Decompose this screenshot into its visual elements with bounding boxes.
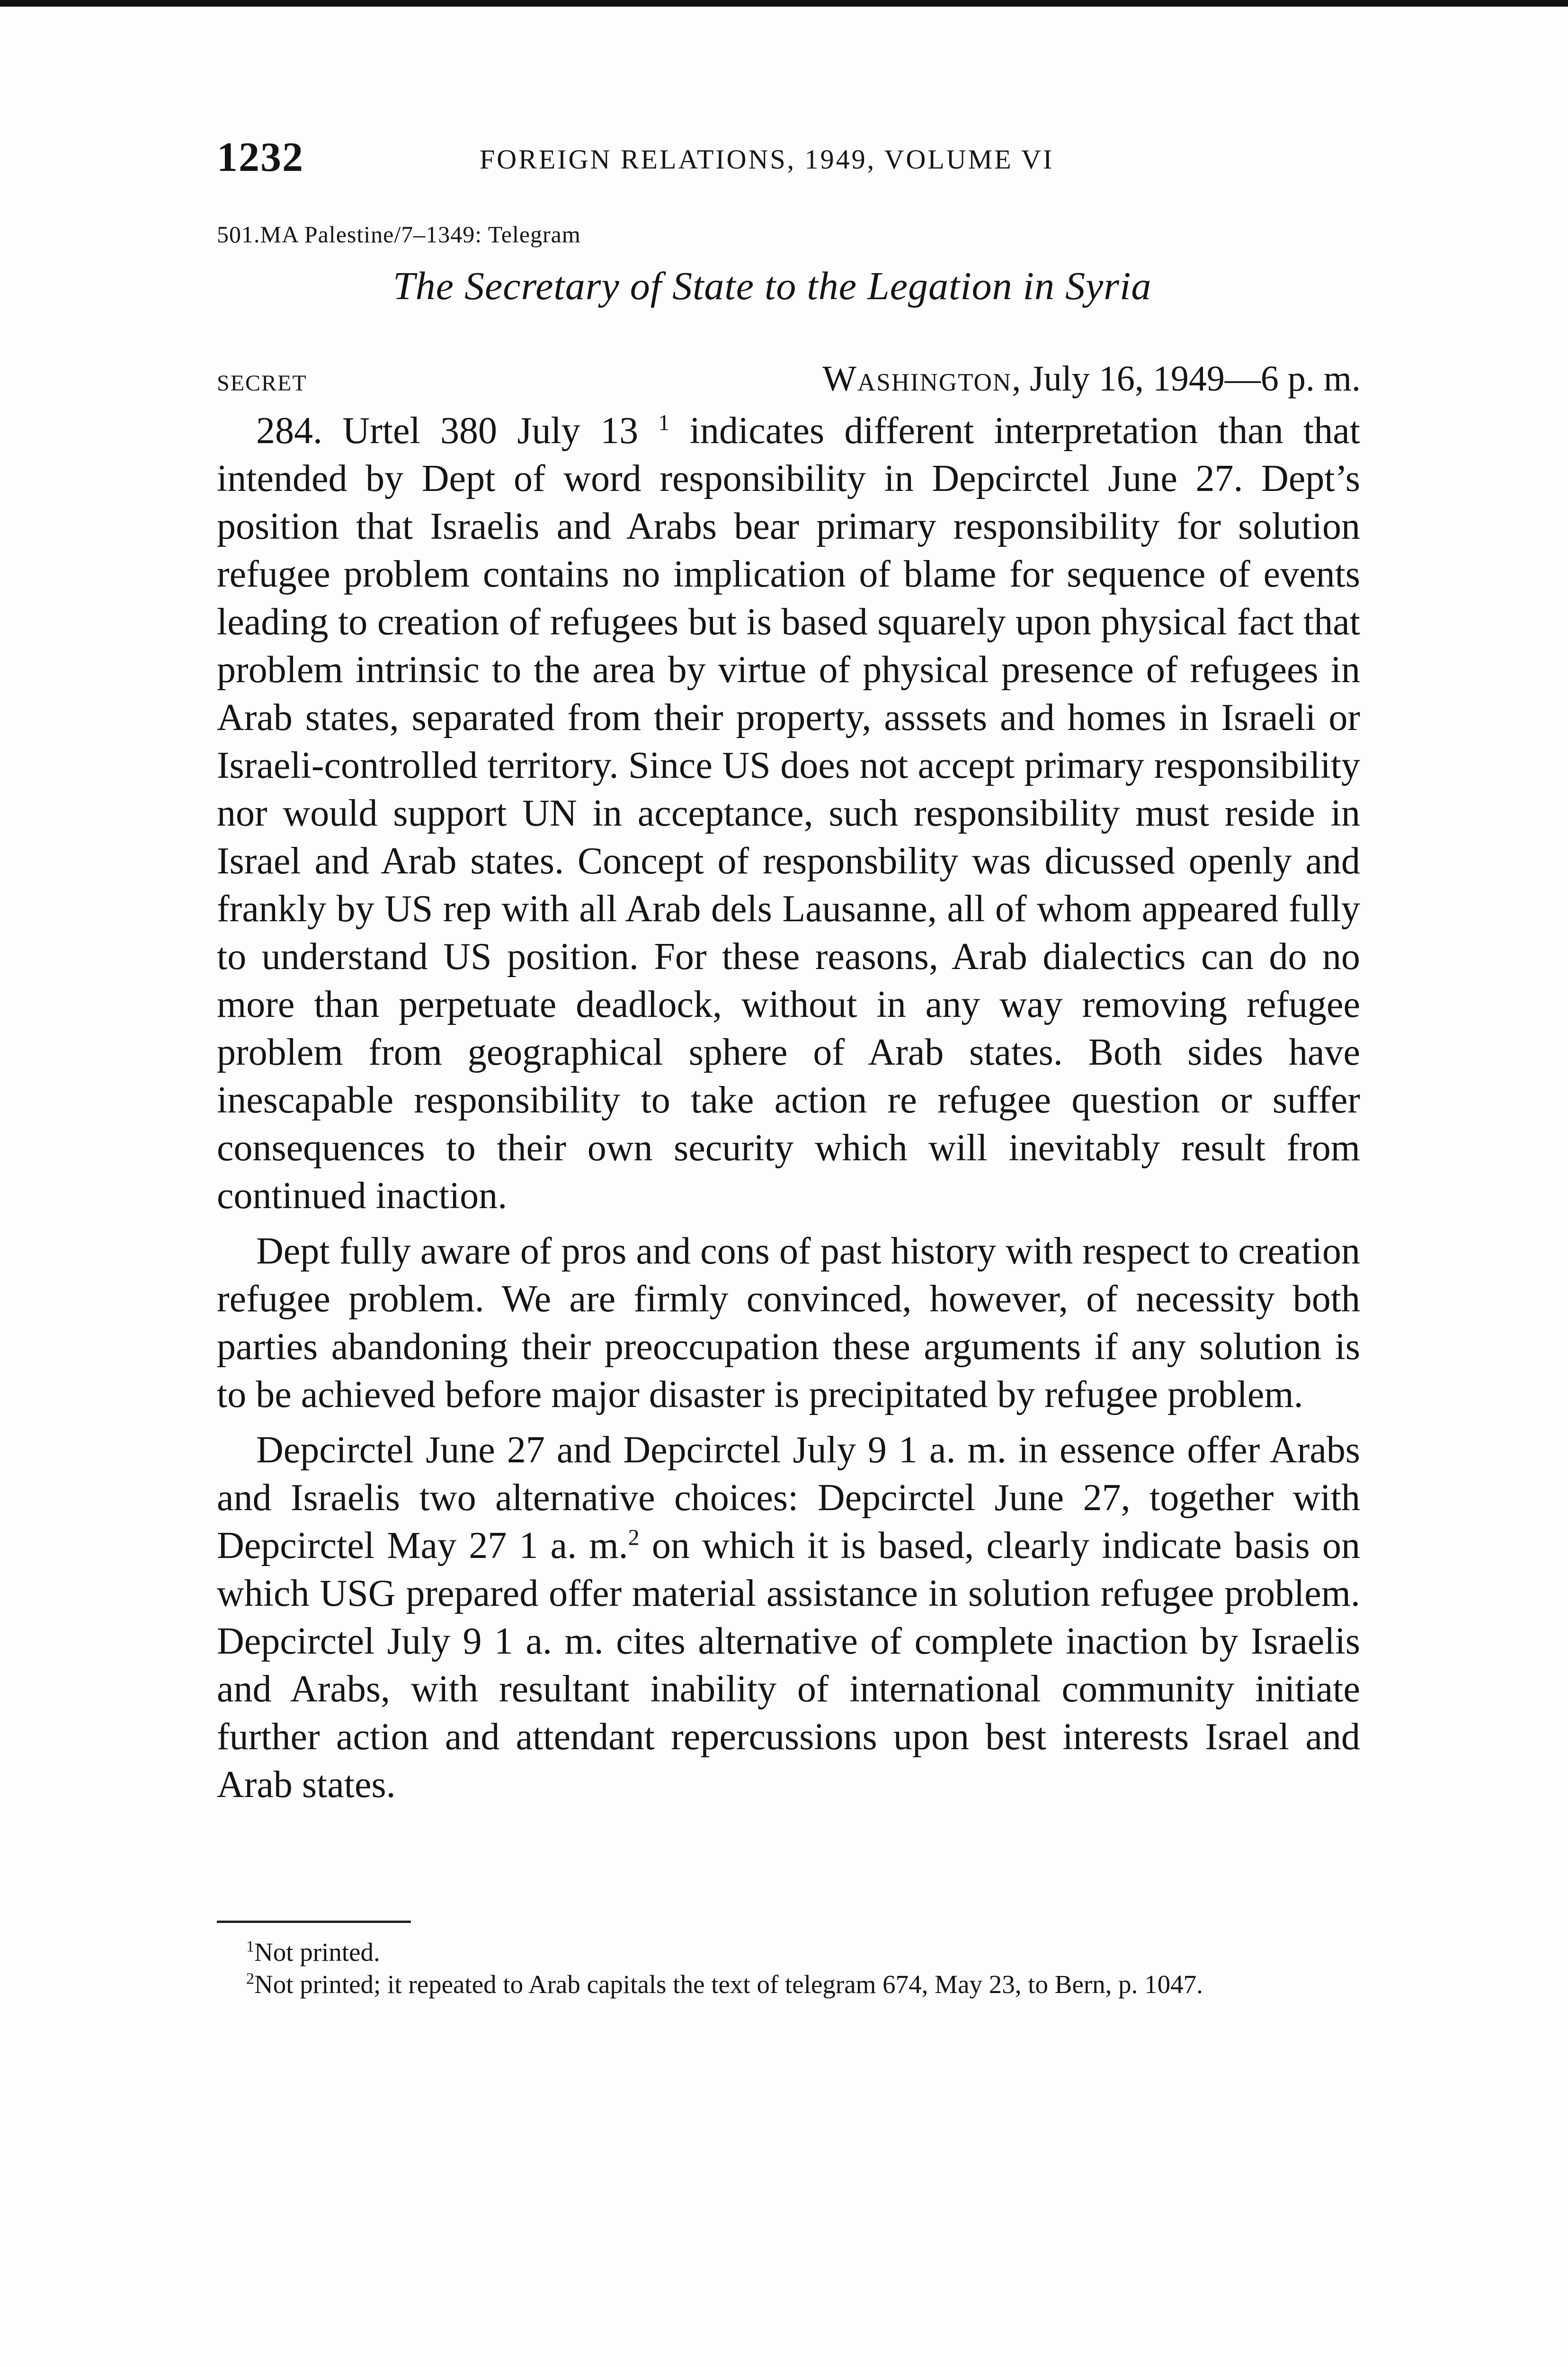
dateline (822, 353, 1361, 405)
file-reference: 501.MA Palestine/7–1349: Telegram (217, 221, 581, 248)
paragraph-3-rest: on which it is based, clearly indicate basis on which USG prepared offer material assistance in solution refugee problem. Depcirctel July 9 1 a. m. cites alternative of complete inaction by Israelis and Arabs, with resultant inability of international community initiate further action and attendant repercussions upon best interests Israel and Arab states. (217, 1525, 1361, 1806)
paragraph-1 (217, 407, 1360, 1220)
dateline-date: , July 16, 1949—6 p. m. (1012, 359, 1361, 399)
paragraph-1-rest: indicates different interpretation than that intended by Dept of word responsibility in Depcirctel June 27. Dept’s position that Israelis and Arabs bear primary responsibility for solution refugee problem contains no implication of blame for sequence of events leading to creation of refugees but is based squarely upon physical fact that problem intrinsic to the area by virtue of physical presence of refugees in Arab states, separated from their property, asssets and homes in Israeli or Israeli-controlled territory. Since US does not accept primary responsibility nor would support UN in acceptance, such responsibility must reside in Israel and Arab states. Concept of responsbility was dicussed openly and frankly by US rep with all Arab dels Lausanne, all of whom appeared fully to understand US position. For these reasons, Arab dialectics can do no more than perpetuate deadlock, without in any way removing refugee problem from geographical sphere of Arab states. Both sides have inescapable responsibility to take action re refugee question or suffer consequences to their own security which will inevitably result from continued inaction. (217, 410, 1360, 1217)
running-head: FOREIGN RELATIONS, 1949, VOLUME VI (480, 144, 1054, 175)
footnote-1-text: Not printed. (254, 1938, 380, 1967)
footnote-1-mark: 1 (246, 1938, 254, 1956)
footnote-divider (217, 1921, 411, 1923)
footnotes (217, 1936, 1360, 2001)
dateline-place: Washington (822, 359, 1012, 399)
document-title: The Secretary of State to the Legation in Syria (393, 264, 1152, 308)
footnote-ref-1: 1 (658, 410, 670, 436)
paragraph-3 (217, 1426, 1360, 1809)
paragraph-2: Dept fully aware of pros and cons of past history with respect to creation refugee problem. We are firmly convinced, however, of necessity both parties abandoning their preoccupation these arguments if any solution is to be achieved before major disaster is precipitated by refugee problem. (217, 1230, 1360, 1415)
footnote-1 (217, 1936, 1360, 1968)
footnote-ref-2: 2 (628, 1525, 640, 1550)
top-edge-rule (0, 0, 1568, 7)
telegram-body (217, 407, 1360, 1816)
page-header (217, 132, 1339, 184)
footnote-2 (217, 1968, 1360, 2001)
footnote-2-text: Not printed; it repeated to Arab capitals the text of telegram 674, May 23, to Bern, p. 1047. (254, 1970, 1203, 1999)
paragraph-1-start: 284. Urtel 380 July 13 (256, 410, 659, 452)
footnote-2-mark: 2 (246, 1970, 254, 1988)
paragraph-3-start: Depcirctel June 27 and Depcirctel July 9 1 a. m. in essence offer Arabs and Israelis two alternative choices: Depcirctel June 27, together with Depcirctel May 27 1 a. m. (217, 1429, 1360, 1566)
classification-label: SECRET (217, 371, 307, 396)
page-number: 1232 (217, 134, 304, 180)
